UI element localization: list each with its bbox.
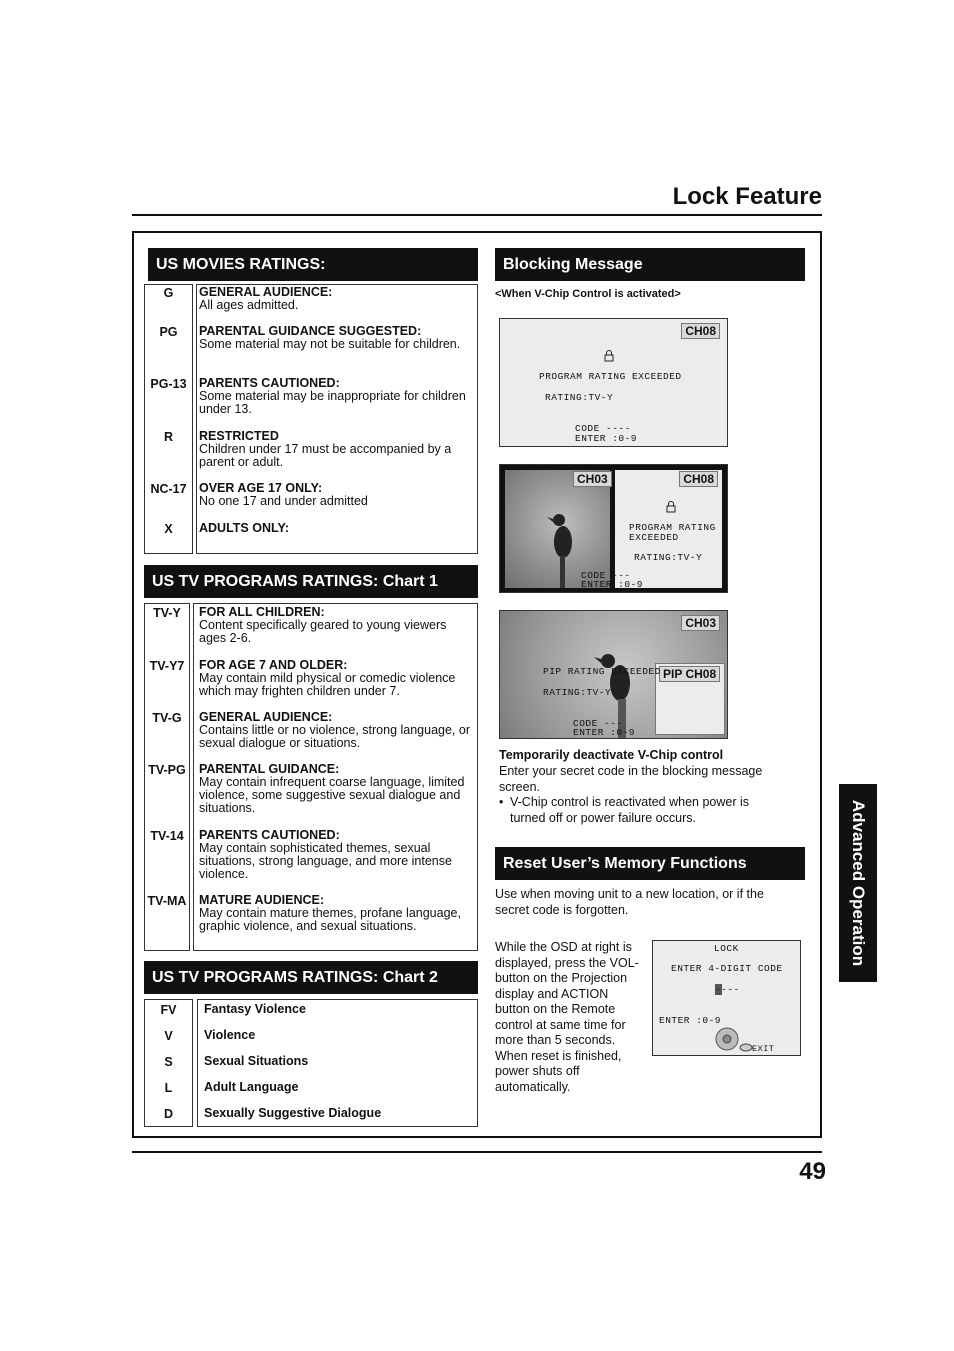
- osd-code: CODE ---: [573, 718, 623, 729]
- osd-exit-label: EXIT: [752, 1044, 775, 1054]
- page-number: 49: [799, 1158, 826, 1185]
- osd-line: RATING:TV-Y: [543, 687, 612, 698]
- rating-entry: [199, 325, 471, 351]
- rating-description: Some material may not be suitable for children.: [199, 337, 461, 351]
- rating-code: FV: [160, 1003, 177, 1017]
- deactivate-text: Enter your secret code in the blocking message screen.: [499, 764, 763, 794]
- rating-code: PG-13: [150, 377, 187, 391]
- rating-title: GENERAL AUDIENCE:: [199, 285, 333, 299]
- osd-enter: ENTER :0-9: [573, 727, 636, 738]
- reset-heading: Reset User’s Memory Functions: [495, 847, 805, 880]
- rating-description: Some material may be inappropriate for children under 13.: [199, 389, 466, 416]
- rating-code: L: [164, 1081, 173, 1095]
- blocking-screen-full: [499, 318, 728, 447]
- channel-badge: CH08: [681, 323, 720, 339]
- side-tab-label: Advanced Operation: [849, 799, 868, 967]
- vchip-bullet: V-Chip control is reactivated when power is turned off or power failure occurs.: [510, 795, 750, 825]
- rating-title: FOR ALL CHILDREN:: [199, 605, 325, 619]
- osd-line: RATING:TV-Y: [545, 392, 614, 403]
- rating-title: RESTRICTED: [199, 429, 279, 443]
- osd-enter: ENTER :0-9: [659, 1015, 722, 1026]
- rating-description: May contain infrequent coarse language, limited violence, some suggestive sexual dialogue and situations.: [199, 775, 465, 815]
- rating-entry: Sexual Situations: [204, 1054, 309, 1068]
- osd-line: PROGRAM RATING: [629, 522, 716, 533]
- rating-entry: [199, 711, 473, 750]
- rating-title: GENERAL AUDIENCE:: [199, 710, 333, 724]
- rating-code: TV-14: [150, 829, 184, 843]
- osd-line: PIP RATING EXCEEDED: [543, 666, 661, 677]
- osd-line: PROGRAM RATING EXCEEDED: [539, 371, 682, 382]
- blocking-heading: Blocking Message: [495, 248, 805, 281]
- rating-description: Children under 17 must be accompanied by a parent or adult.: [199, 442, 452, 469]
- osd-code-entry: ----: [715, 984, 740, 995]
- footer-rule: [132, 1151, 822, 1153]
- rating-code: TV-Y: [153, 606, 181, 620]
- rating-entry: [199, 377, 471, 416]
- rating-entry: [199, 286, 471, 312]
- bullet-mark: •: [499, 795, 504, 809]
- rating-code: TV-Y7: [149, 659, 185, 673]
- reset-osd-screen: [652, 940, 801, 1056]
- rating-title: MATURE AUDIENCE:: [199, 893, 324, 907]
- lock-icon: [604, 350, 614, 362]
- rating-entry: Violence: [204, 1028, 256, 1042]
- channel-badge-right: CH08: [679, 471, 718, 487]
- channel-badge: CH03: [681, 615, 720, 631]
- blocking-subtitle: <When V-Chip Control is activated>: [495, 288, 681, 300]
- rating-description: May contain mild physical or comedic violence which may frighten children under 7.: [199, 671, 456, 698]
- osd-code: CODE ----: [575, 423, 631, 434]
- rating-code: S: [164, 1055, 173, 1069]
- rating-code: TV-MA: [147, 894, 187, 908]
- rating-code: D: [163, 1107, 174, 1121]
- lock-icon: [666, 501, 676, 513]
- blocking-screen-pip: [499, 610, 728, 739]
- remote-dpad-icon: [715, 1027, 739, 1051]
- rating-title: OVER AGE 17 ONLY:: [199, 481, 323, 495]
- rating-description: Contains little or no violence, strong language, or sexual dialogue or situations.: [199, 723, 470, 750]
- section-side-tab: [839, 784, 877, 982]
- rating-description: May contain sophisticated themes, sexual situations, strong language, and more intense violence.: [199, 841, 452, 881]
- rating-entry: [199, 606, 473, 645]
- osd-code: CODE ---: [581, 570, 631, 581]
- rating-entry: [199, 829, 473, 881]
- tv2-heading: US TV PROGRAMS RATINGS: Chart 2: [144, 961, 478, 994]
- osd-title: LOCK: [714, 943, 739, 954]
- rating-entry: Sexually Suggestive Dialogue: [204, 1106, 382, 1120]
- rating-description: All ages admitted.: [199, 298, 299, 312]
- movies-heading: US MOVIES RATINGS:: [148, 248, 478, 281]
- rating-code: NC-17: [150, 482, 187, 496]
- rating-entry: [199, 522, 471, 535]
- rating-code: TV-G: [152, 711, 182, 725]
- osd-prompt: ENTER 4-DIGIT CODE: [671, 963, 783, 974]
- rating-entry: [199, 659, 473, 698]
- rating-entry: [199, 430, 471, 469]
- rating-code: X: [164, 522, 173, 536]
- rating-title: ADULTS ONLY:: [199, 521, 290, 535]
- channel-badge-left: CH03: [573, 471, 612, 487]
- header-rule: [132, 214, 822, 216]
- reset-instructions: While the OSD at right is displayed, press the VOL- button on the Projection display and ACTION button on the Remote control at same time for more than 5 seconds. When reset is finished, power shuts off automatically.: [495, 940, 639, 1094]
- osd-line: EXCEEDED: [629, 532, 679, 543]
- rating-title: PARENTS CAUTIONED:: [199, 828, 340, 842]
- exit-button-icon: [739, 1043, 753, 1052]
- rating-entry: Adult Language: [204, 1080, 299, 1094]
- tv1-heading: US TV PROGRAMS RATINGS: Chart 1: [144, 565, 478, 598]
- rating-entry: [199, 894, 473, 933]
- rating-code: G: [163, 286, 174, 300]
- rating-title: PARENTS CAUTIONED:: [199, 376, 340, 390]
- rating-code: V: [164, 1029, 173, 1043]
- deactivate-title: Temporarily deactivate V-Chip control: [499, 748, 724, 762]
- blocking-screen-split: [499, 464, 728, 593]
- reset-intro: Use when moving unit to a new location, or if the secret code is forgotten.: [495, 887, 764, 917]
- page-title: Lock Feature: [672, 183, 822, 210]
- rating-code: PG: [159, 325, 178, 339]
- rating-entry: [199, 482, 471, 508]
- osd-line: RATING:TV-Y: [634, 552, 703, 563]
- rating-description: Content specifically geared to young viewers ages 2-6.: [199, 618, 447, 645]
- osd-enter: ENTER :0-9: [575, 433, 638, 444]
- rating-code: TV-PG: [148, 763, 186, 777]
- rating-title: PARENTAL GUIDANCE:: [199, 762, 340, 776]
- rating-description: May contain mature themes, profane language, graphic violence, and sexual situations.: [199, 906, 461, 933]
- rating-entry: [199, 763, 473, 815]
- rating-title: PARENTAL GUIDANCE SUGGESTED:: [199, 324, 422, 338]
- rating-description: No one 17 and under admitted: [199, 494, 368, 508]
- osd-enter: ENTER :0-9: [581, 579, 644, 590]
- rating-title: FOR AGE 7 AND OLDER:: [199, 658, 348, 672]
- pip-channel-badge: PIP CH08: [659, 666, 720, 682]
- rating-code: R: [163, 430, 174, 444]
- rating-entry: Fantasy Violence: [204, 1002, 306, 1016]
